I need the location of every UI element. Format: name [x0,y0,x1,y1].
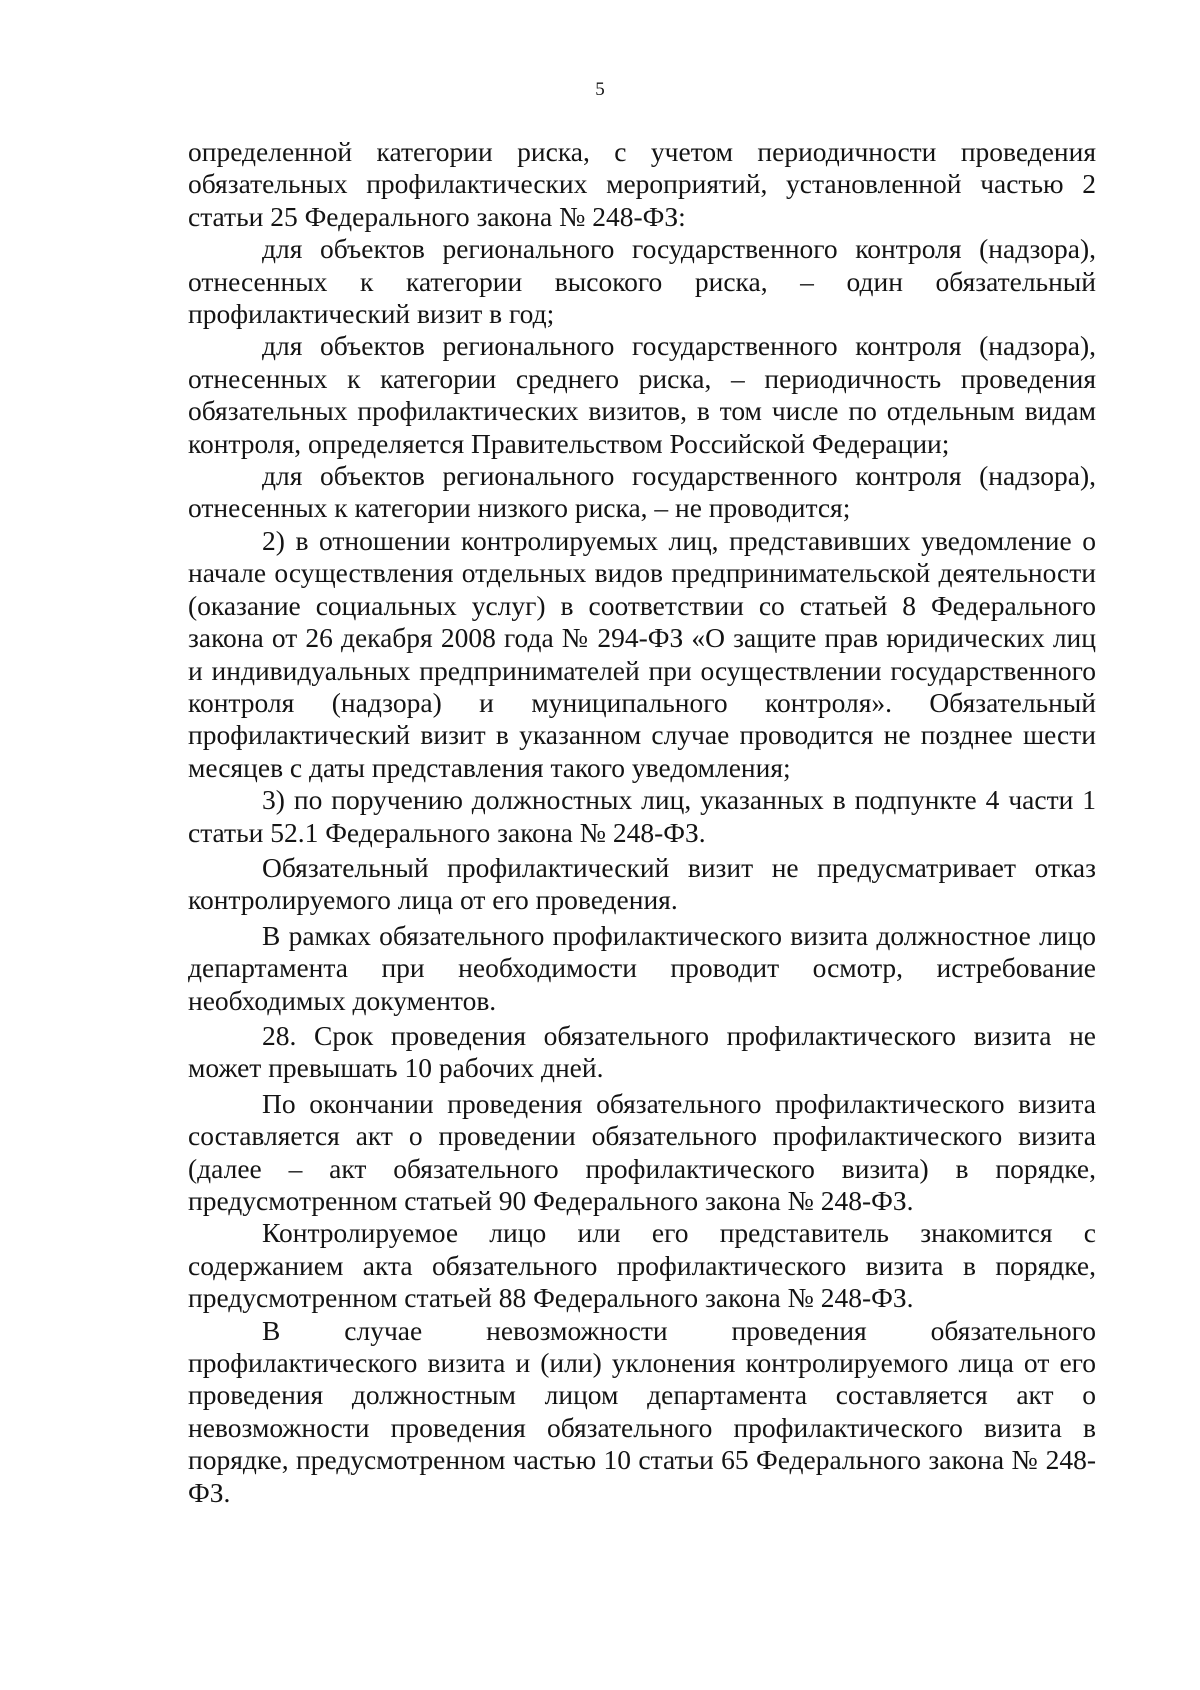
paragraph-no-refusal: Обязательный профилактический визит не предусматривает отказ контролируемого лица от его проведения. [188,851,1096,916]
paragraph-high-risk: для объектов регионального государственного контроля (надзора), отнесенных к категории высокого риска, – один обязательный профилактический визит в год; [188,233,1096,330]
paragraph-low-risk: для объектов регионального государственного контроля (надзора), отнесенных к категории низкого риска, – не проводится; [188,460,1096,524]
paragraph-inspection: В рамках обязательного профилактического визита должностное лицо департамента при необходимости проводит осмотр, истребование необходимых документов. [188,919,1096,1016]
paragraph-familiarization: Контролируемое лицо или его представитель знакомится с содержанием акта обязательного профилактического визита в порядке, предусмотренном статьей 88 Федерального закона № 248-ФЗ. [188,1217,1096,1314]
paragraph-impossibility: В случае невозможности проведения обязательного профилактического визита и (или) уклонения контролируемого лица от его проведения должностным лицом департамента составляется акт о невозможности проведения обязательного профилактического визита в порядке, предусмотренном частью 10 статьи 65 Федерального закона № 248-ФЗ. [188,1314,1096,1508]
document-body [188,136,1096,1509]
paragraph-continuation: определенной категории риска, с учетом периодичности проведения обязательных профилактических мероприятий, установленной частью 2 статьи 25 Федерального закона № 248-ФЗ: [188,136,1096,232]
paragraph-item-3: 3) по поручению должностных лиц, указанных в подпункте 4 части 1 статьи 52.1 Федерального закона № 248-ФЗ. [188,784,1096,848]
page-number: 5 [595,79,605,100]
paragraph-item-2: 2) в отношении контролируемых лиц, представивших уведомление о начале осуществления отдельных видов предпринимательской деятельности (оказание социальных услуг) в соответствии со статьей 8 Федерального закона от 26 декабря 2008 года № 294-ФЗ «О защите прав юридических лиц и индивидуальных предпринимателей при осуществлении государственного контроля (надзора) и муниципального контроля». Обязательный профилактический визит в указанном случае проводится не позднее шести месяцев с даты представления такого уведомления; [188,524,1096,783]
paragraph-medium-risk: для объектов регионального государственного контроля (надзора), отнесенных к категории среднего риска, – периодичность проведения обязательных профилактических визитов, в том числе по отдельным видам контроля, определяется Правительством Российской Федерации; [188,330,1096,459]
paragraph-item-28: 28. Срок проведения обязательного профилактического визита не может превышать 10 рабочих дней. [188,1019,1096,1084]
paragraph-act: По окончании проведения обязательного профилактического визита составляется акт о проведении обязательного профилактического визита (далее – акт обязательного профилактического визита) в порядке, предусмотренном статьей 90 Федерального закона № 248-ФЗ. [188,1087,1096,1216]
